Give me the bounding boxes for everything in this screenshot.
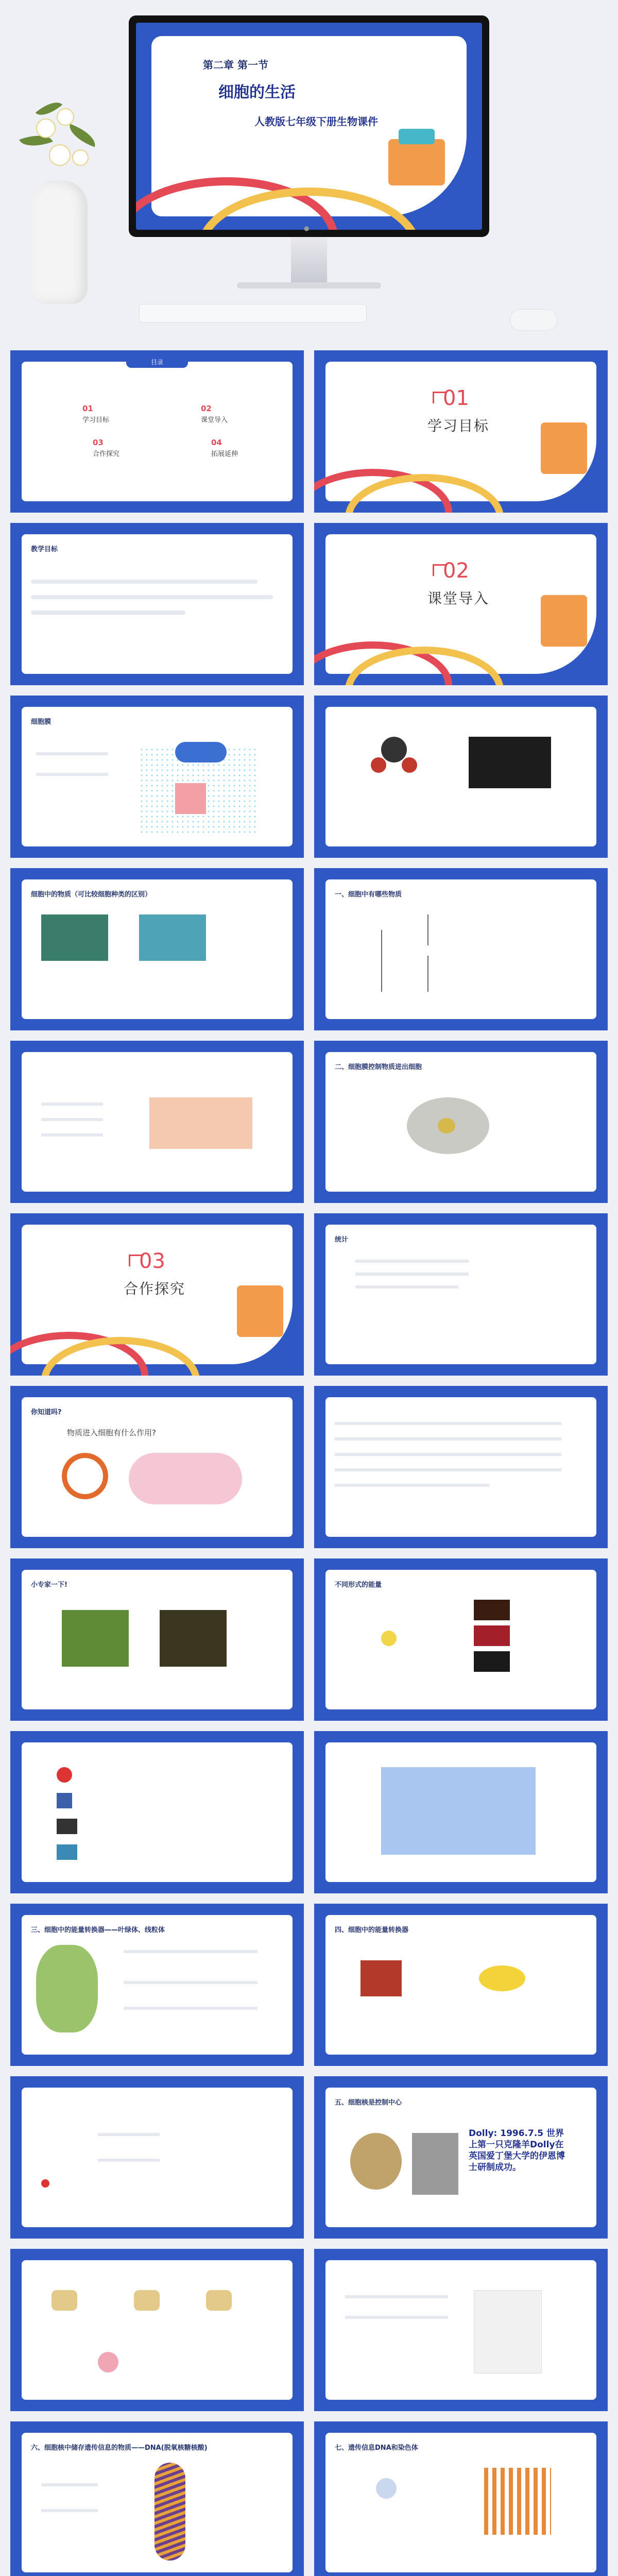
slide-beakers[interactable] [314,1731,608,1893]
text-line [345,2295,448,2298]
photo-plant [160,1610,227,1667]
hero-mockup [0,0,618,340]
text-line [335,1453,561,1456]
text-line [335,1422,561,1425]
atom-icon [381,737,407,762]
slide-think[interactable] [10,1386,304,1548]
toc-item-extend[interactable]: 拓展延伸 [211,450,238,458]
toc-item-intro[interactable]: 课堂导入 [201,416,228,424]
slide-heading: 你知道吗? [31,1409,62,1416]
sun-icon [381,1631,397,1646]
slide-membrane[interactable] [10,696,304,858]
slide-cells-list[interactable] [10,1041,304,1203]
section-number: 03 [139,1249,165,1273]
text-line [41,2509,98,2512]
text-line [335,1484,489,1487]
nucleus-illustration [438,1118,455,1133]
slide-chromosomes[interactable] [314,2249,608,2411]
cover-chapter: 第二章 第一节 [203,59,268,71]
section-number: 01 [443,386,469,410]
monitor-screen [136,23,482,230]
candle-icon [57,1767,72,1783]
photo-blood [474,1625,510,1646]
slide-chromosome[interactable] [314,2421,608,2576]
reading-person-illustration [541,422,587,474]
toc-item-goals[interactable]: 学习目标 [82,416,110,424]
cell-icon [376,2478,397,2499]
slide-heading: 四、细胞中的能量转换器 [335,1926,409,1934]
text-line [41,1103,103,1106]
slide-section-01[interactable] [314,350,608,513]
flower-icon [57,108,74,126]
slide-objectives[interactable] [10,523,304,685]
leaf-icon [65,124,99,147]
slide-molecule[interactable] [314,696,608,858]
slide-toc[interactable] [10,350,304,513]
atom-icon [402,757,417,773]
slide-heading: 细胞膜 [31,718,52,726]
slide-heading: 统计 [335,1236,349,1244]
text-line [345,2316,448,2319]
slide-classify[interactable] [314,868,608,1030]
slide-section-03[interactable] [10,1213,304,1376]
section-title: 课堂导入 [427,590,490,607]
text-line [31,595,273,599]
reading-person-illustration [237,1285,283,1337]
dolly-quote: Dolly: 1996.7.5 世界上第一只克隆羊Dolly在英国爱丁堡大学的伊恩博士研制成功。 [469,2128,565,2173]
cell-diagram [129,1453,242,1504]
bracket-line [427,914,428,945]
slide-heading: 教学目标 [31,546,58,553]
slide-heading: 一、细胞中有哪些物质 [335,891,402,899]
atom-icon [371,757,386,773]
sheep-icon [134,2290,160,2311]
photo-drop [139,914,206,961]
photo-leaf [41,914,108,961]
text-line [36,752,108,755]
photo-plant [62,1610,129,1667]
photo-egg [350,2133,402,2190]
text-line [124,1950,258,1953]
slide-chloroplast[interactable] [10,1904,304,2066]
toc-item-explore[interactable]: 合作探究 [93,450,120,458]
toc-tab: 目录 [126,357,188,368]
slide-dna[interactable] [10,2421,304,2576]
car-icon [57,1844,77,1860]
text-line [31,580,258,584]
flower-icon [36,118,56,138]
text-line [98,2133,160,2136]
monitor [129,15,489,237]
lamp-icon [57,1793,72,1808]
slide-conversion[interactable] [10,1731,304,1893]
slide-heading: 七、遗传信息DNA和染色体 [335,2444,418,2452]
slide-membrane2[interactable] [314,1041,608,1203]
flower-icon [72,149,89,166]
text-line [355,1273,469,1276]
cell-box [175,783,206,814]
text-line [335,1468,561,1471]
toc-num: 02 [201,404,212,413]
text-line [124,2007,258,2010]
sheep-icon [206,2290,232,2311]
slide-heading: 细胞中的物质（可比较细胞种类的区别） [31,891,152,899]
slide-heading: 五、细胞核是控制中心 [335,2099,402,2107]
molecule-image [469,737,551,788]
cycle-diagram [62,1453,108,1499]
slide-heading: 不同形式的能量 [335,1581,382,1589]
cover-subtitle: 人教版七年级下册生物课件 [254,115,378,128]
reading-person-illustration [541,595,587,647]
slide-clone[interactable] [10,2249,304,2411]
mouse [510,309,557,331]
monitor-stand [291,237,327,283]
frog-icon [41,2179,49,2188]
dna-helix [154,2463,185,2561]
slide-nucleus[interactable] [314,2076,608,2239]
toc-num: 03 [93,438,104,447]
photo-sheep [412,2133,458,2195]
bracket-line [427,956,428,992]
car-icon [57,1819,77,1834]
text-line [98,2159,160,2162]
flower-icon [49,144,71,166]
cell-icon [98,2352,118,2372]
text-line [41,2483,98,2486]
text-line [41,1133,103,1137]
text-line [124,1981,258,1984]
experiment-image [381,1767,536,1855]
slide-heading: 小专家一下! [31,1581,67,1589]
slide-energy[interactable] [314,1558,608,1721]
books-illustration [399,129,435,144]
photo-lightning [474,1651,510,1672]
text-line [36,773,108,776]
cell-image [149,1097,252,1149]
slide-heading: 三、细胞中的能量转换器——叶绿体、线粒体 [31,1926,165,1934]
keyboard [139,304,367,323]
text-line [335,1437,561,1440]
bracket-line [381,930,382,992]
slide-question: 物质进入细胞有什么作用? [67,1428,156,1437]
plant-cell-diagram [36,1945,98,2032]
books-illustration [388,139,445,185]
mitochondria-icon [479,1965,525,1991]
sheep-icon [52,2290,77,2311]
slide-section-02[interactable] [314,523,608,685]
monitor-base [237,282,381,289]
toc-num: 01 [82,404,93,413]
text-line [31,611,185,615]
cloud-icon [175,742,227,762]
photo-plant [360,1960,402,1996]
vase [31,180,88,304]
section-title: 学习目标 [427,417,490,434]
cover-title: 细胞的生活 [218,83,296,101]
text-line [355,1260,469,1263]
text-line [41,1118,103,1121]
photo-fire [474,1600,510,1620]
slide-heading: 六、细胞核中储存遗传信息的物质——DNA(脱氧核糖核酸) [31,2444,208,2452]
slide-nucleus-diagram[interactable] [10,2076,304,2239]
toc-num: 04 [211,438,222,447]
apple-logo-icon: ● [304,225,310,232]
chromosome-grid [484,2468,551,2535]
text-line [355,1285,458,1289]
slide-materials[interactable] [10,868,304,1030]
karyotype-image [474,2290,542,2374]
slide-mito[interactable] [314,1904,608,2066]
slide-stats[interactable] [314,1213,608,1376]
slide-text-list[interactable] [314,1386,608,1548]
section-title: 合作探究 [124,1280,186,1297]
slide-heading: 二、细胞膜控制物质进出细胞 [335,1063,422,1071]
slide-guess[interactable] [10,1558,304,1721]
section-number: 02 [443,559,469,583]
